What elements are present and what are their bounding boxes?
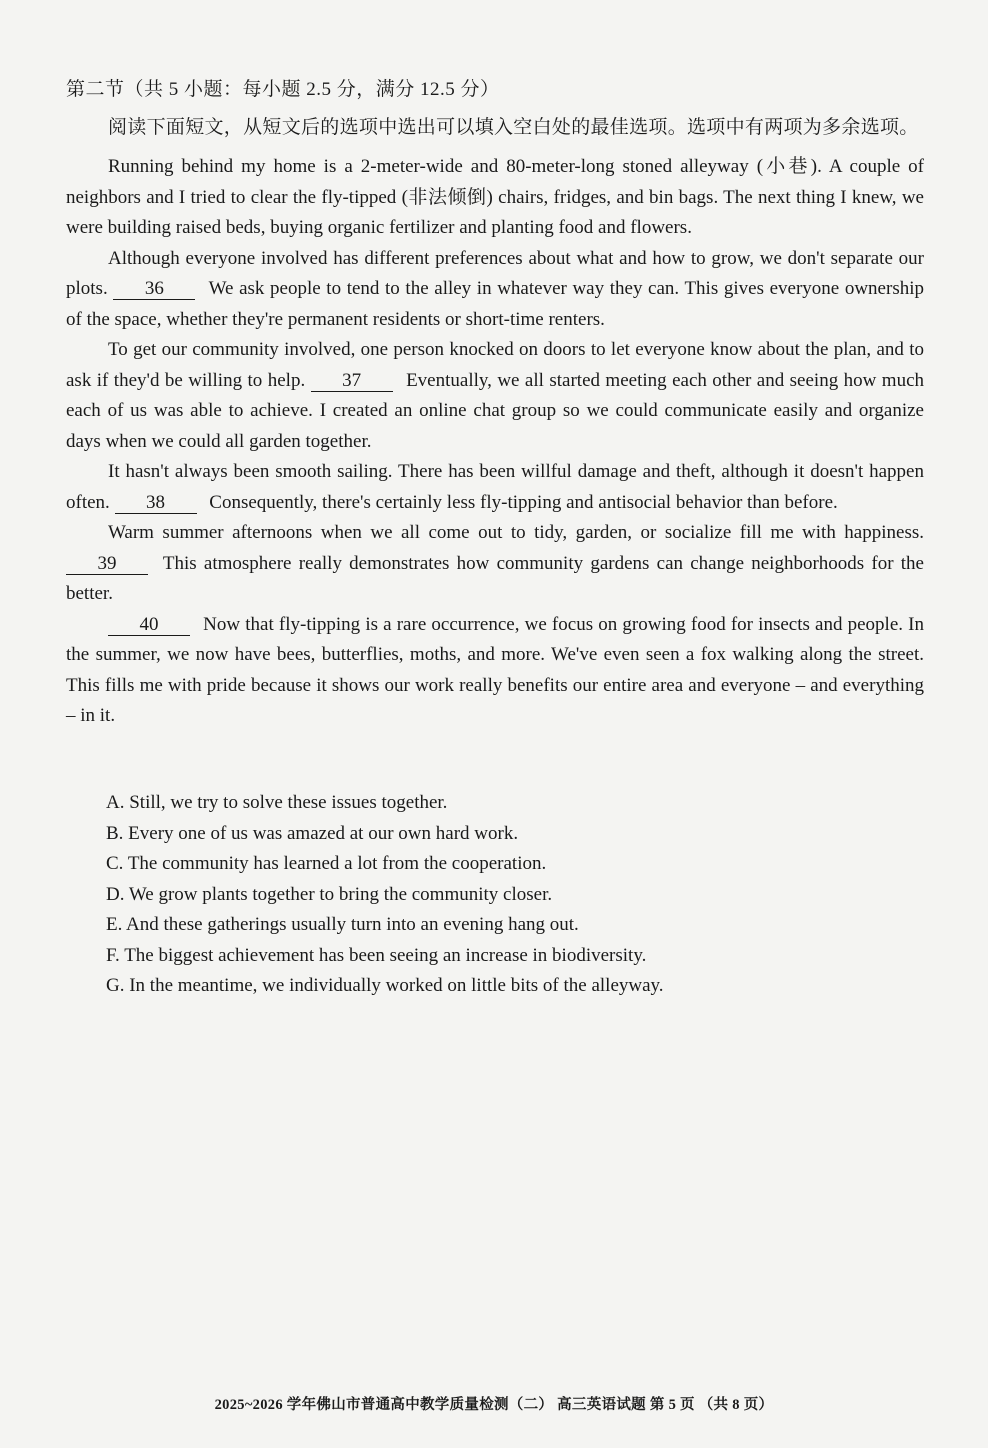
option-e: E. And these gatherings usually turn into an evening hang out. [106, 914, 579, 935]
paragraph-6 [66, 610, 924, 732]
blank-38: 38 [115, 493, 197, 514]
paragraph-3-text-before: To get our community involved, one person knocked on doors to let everyone know about the plan, and to ask if they'd be willing to help. [66, 339, 924, 391]
reading-passage [66, 152, 924, 732]
page-footer: 2025~2026 学年佛山市普通高中教学质量检测（二） 高三英语试题 第 5 页 （共 8 页） [214, 1397, 774, 1413]
paragraph-4-text-after: Consequently, there's certainly less fly-tipping and antisocial behavior than before. [209, 491, 838, 513]
paragraph-6-text: Now that fly-tipping is a rare occurrence, we focus on growing food for insects and people. In the summer, we now have bees, butterflies, moths, and more. We've even seen a fox walking along the street. This fills me with pride because it shows our work really benefits our entire area and everyone – and everything – in it. [66, 613, 924, 726]
paragraph-5 [66, 518, 924, 610]
blank-40: 40 [108, 615, 190, 636]
option-a: A. Still, we try to solve these issues together. [106, 792, 448, 813]
blank-36: 36 [113, 279, 195, 300]
option-c: C. The community has learned a lot from the cooperation. [106, 853, 547, 874]
paragraph-4-text-before: It hasn't always been smooth sailing. There has been willful damage and theft, although it doesn't happen often. [66, 461, 924, 513]
section-title: 第二节（共 5 小题：每小题 2.5 分，满分 12.5 分） [66, 79, 500, 100]
paragraph-2 [66, 244, 924, 336]
paragraph-2-text-after: We ask people to tend to the alley in whatever way they can. This gives everyone ownership of the space, whether they're permanent residents or short-time renters. [66, 278, 924, 330]
answer-options [106, 788, 906, 1002]
paragraph-3-text-after: Eventually, we all started meeting each other and seeing how much each of us was able to achieve. I created an online chat group so we could communicate easily and organize days when we could all garden together. [66, 369, 924, 452]
option-g: G. In the meantime, we individually worked on little bits of the alleyway. [106, 975, 664, 996]
option-b: B. Every one of us was amazed at our own hard work. [106, 822, 519, 844]
paragraph-3 [66, 335, 924, 457]
option-f: F. The biggest achievement has been seeing an increase in biodiversity. [106, 944, 647, 966]
paragraph-5-text-before: Warm summer afternoons when we all come out to tidy, garden, or socialize fill me with happiness. [108, 522, 924, 543]
blank-37: 37 [311, 371, 393, 392]
paragraph-2-text-before: Although everyone involved has different preferences about what and how to grow, we don't separate our plots. [66, 247, 924, 299]
paragraph-4 [66, 457, 924, 518]
paragraph-1: Running behind my home is a 2-meter-wide and 80-meter-long stoned alleyway (小巷). A couple of neighbors and I tried to clear the fly-tipped (非法倾倒) chairs, fridges, and bin bags. The next thing I knew, we were building raised beds, buying organic fertilizer and planting food and flowers. [66, 156, 924, 238]
blank-39: 39 [66, 554, 148, 575]
instructions: 阅读下面短文，从短文后的选项中选出可以填入空白处的最佳选项。选项中有两项为多余选项。 [108, 117, 919, 138]
option-d: D. We grow plants together to bring the community closer. [106, 883, 553, 905]
paragraph-5-text-after: This atmosphere really demonstrates how community gardens can change neighborhoods for the better. [66, 552, 924, 604]
